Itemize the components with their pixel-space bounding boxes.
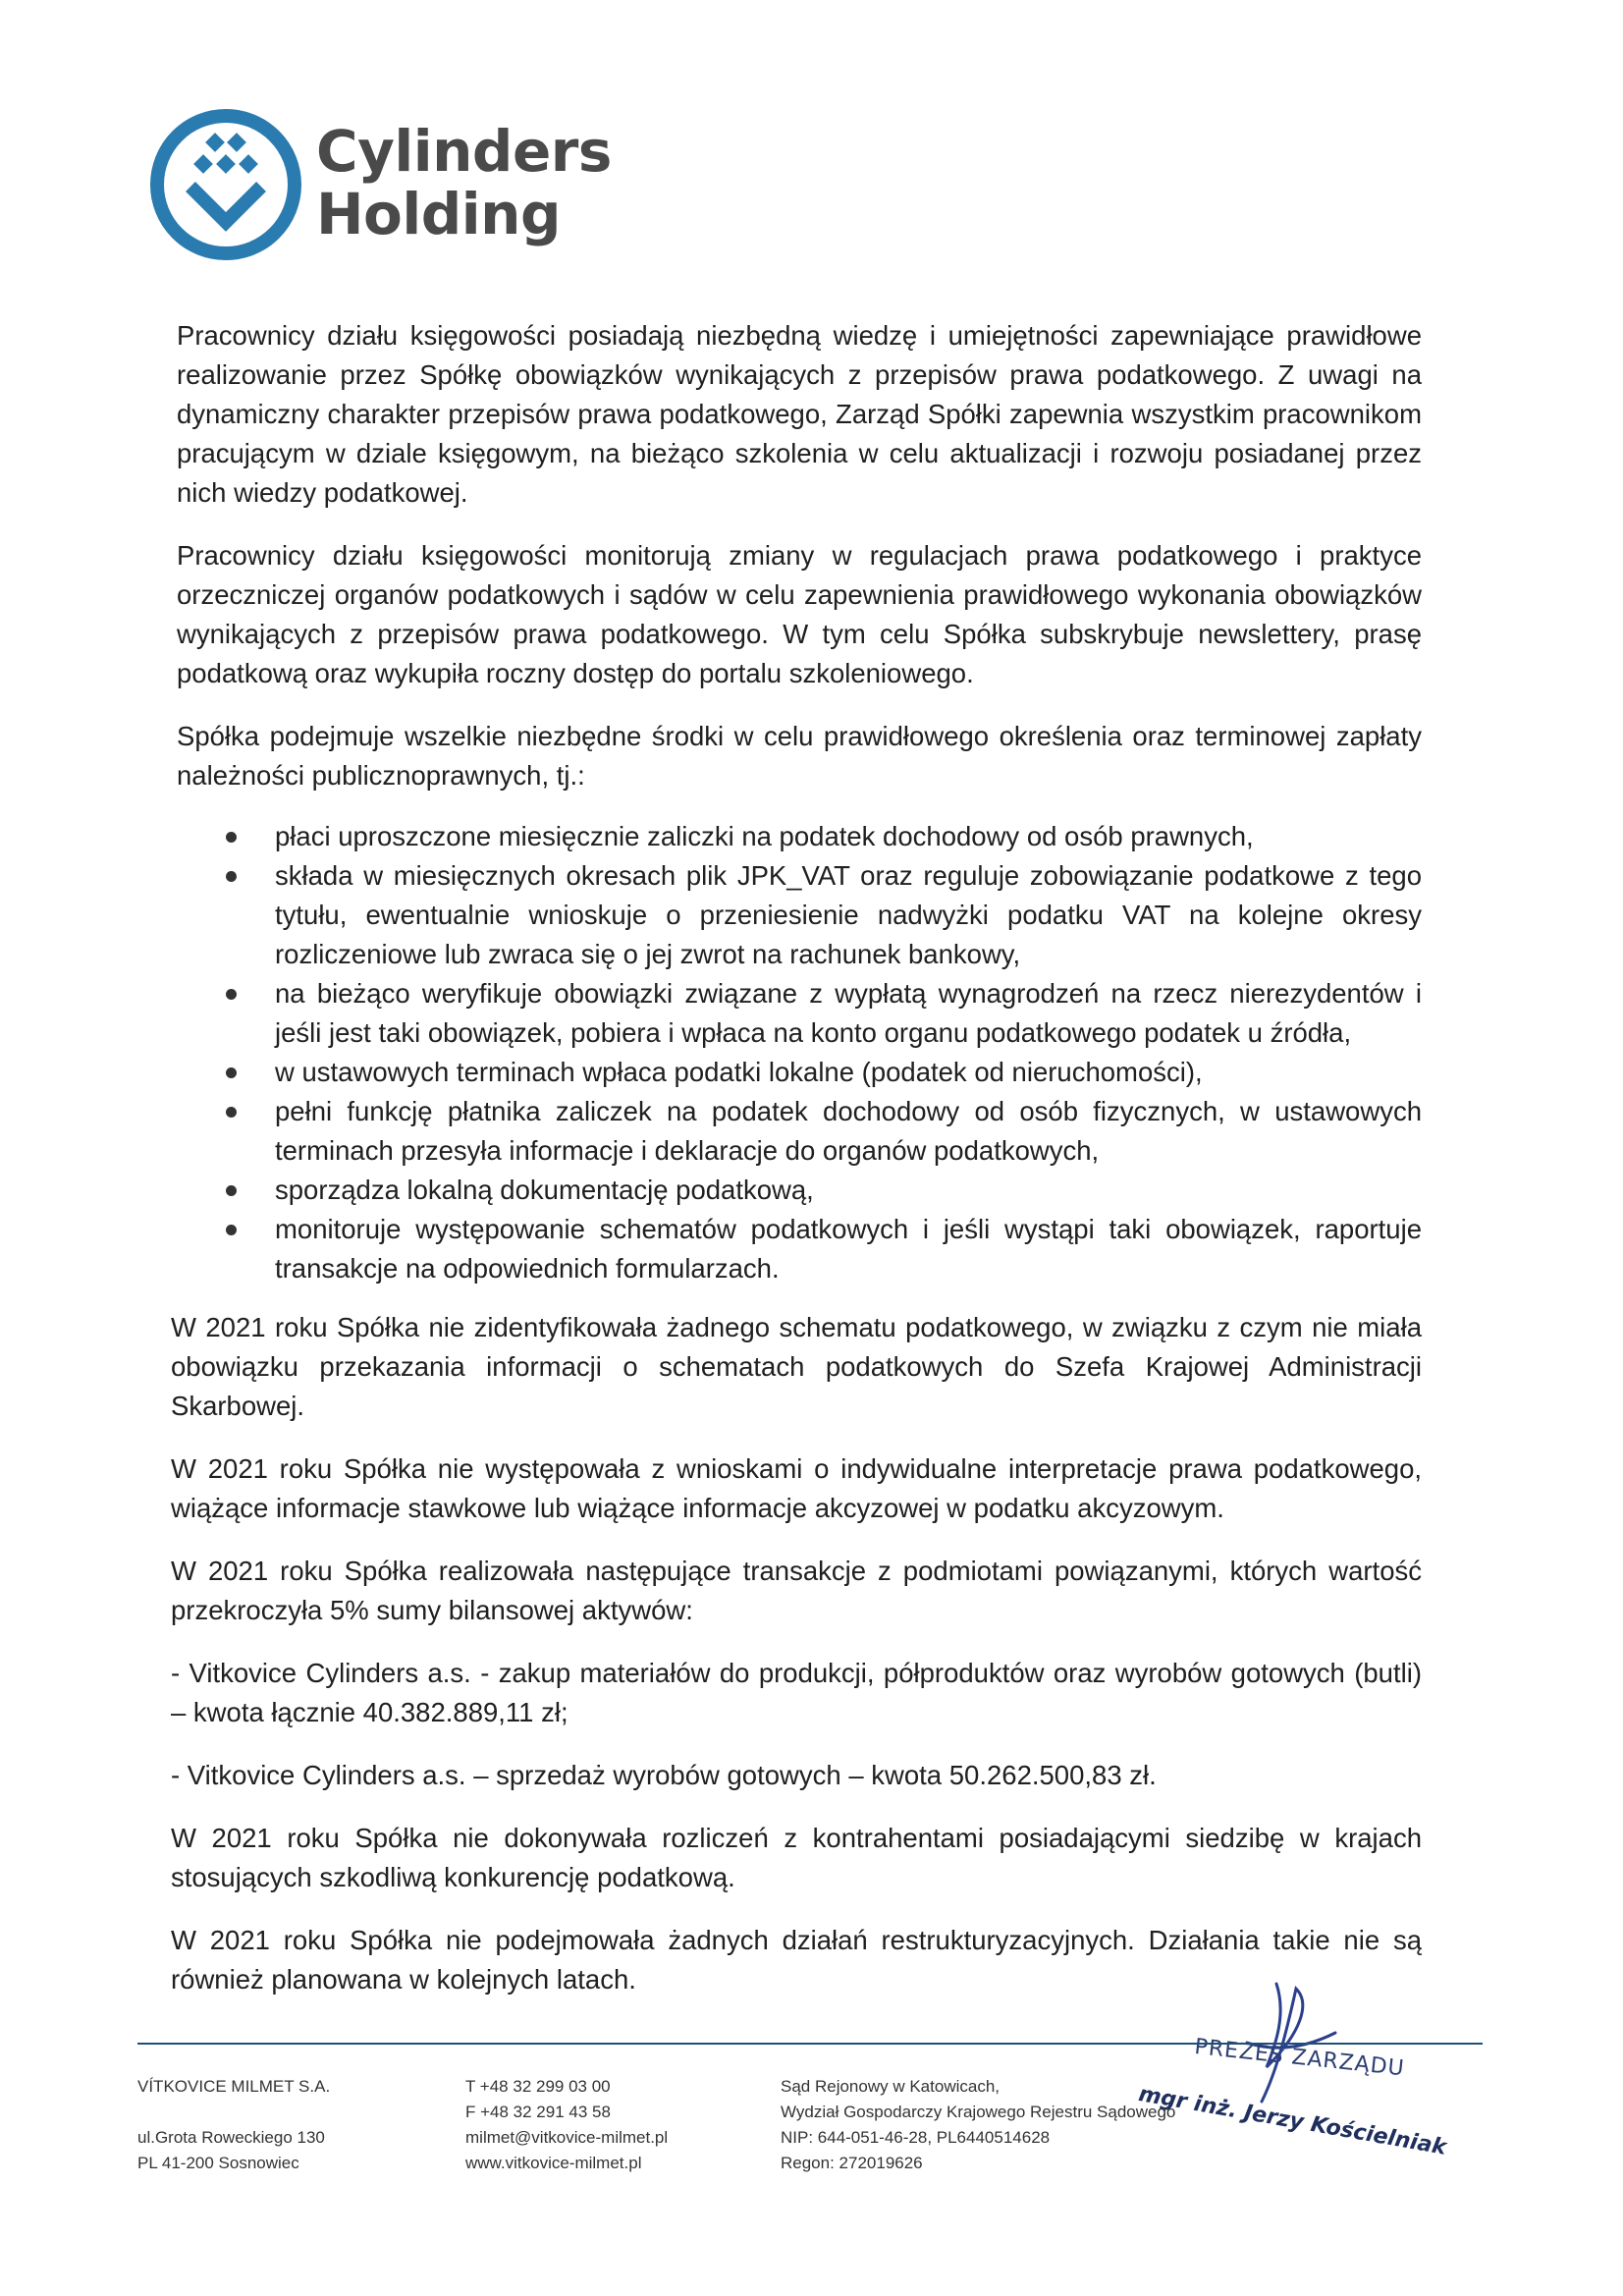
- paragraph-monitoring: Pracownicy działu księgowości monitorują zmiany w regulacjach prawa podatkowego i praktyce orzeczniczej organów podatkowych i sądów w celu zapewnienia prawidłowego wykonania obowiązków wynikających z przepisów prawa podatkowego. W tym celu Spółka subskrybuje newslettery, prasę podatkową oraz wykupiła roczny dostęp do portalu szkoleniowego.: [177, 540, 1422, 688]
- footer-regon: Regon: 272019626: [781, 2154, 923, 2172]
- stamp-title: PREZES ZARZĄDU: [1193, 2035, 1406, 2082]
- paragraph-accounting-knowledge: Pracownicy działu księgowości posiadają niezbędną wiedzę i umiejętności zapewniające prawidłowe realizowanie przez Spółkę obowiązków wynikających z przepisów prawa podatkowego. Z uwagi na dynamiczny charakter przepisów prawa podatkowego, Zarząd Spółki zapewnia wszystkim pracownikom pracującym w dziale księgowym, na bieżąco szkolenia w celu aktualizacji i rozwoju posiadanej przez nich wiedzy podatkowej.: [177, 320, 1422, 508]
- footer-address-city: PL 41-200 Sosnowiec: [137, 2154, 299, 2172]
- signature-stamp: [1129, 1974, 1453, 2160]
- footer-contact-block: [465, 2074, 668, 2176]
- transaction-sale: - Vitkovice Cylinders a.s. – sprzedaż wyrobów gotowych – kwota 50.262.500,83 zł.: [171, 1760, 1157, 1790]
- footer-company-block: [137, 2074, 330, 2176]
- list-item: monitoruje występowanie schematów podatkowych i jeśli wystąpi taki obowiązek, raportuje transakcje na odpowiednich formularzach.: [177, 1210, 1422, 1288]
- paragraph-restructuring: W 2021 roku Spółka nie podejmowała żadnych działań restrukturyzacyjnych. Działania takie nie są również planowana w kolejnych latach.: [171, 1925, 1422, 1995]
- footer-divider: [137, 2043, 1483, 2045]
- footer-court-division: Wydział Gospodarczy Krajowego Rejestru Sądowego: [781, 2103, 1176, 2121]
- paragraph-interpretations: W 2021 roku Spółka nie występowała z wnioskami o indywidualne interpretacje prawa podatkowego, wiążące informacje stawkowe lub wiążące informacje akcyzowej w podatku akcyzowym.: [171, 1453, 1422, 1523]
- list-item: w ustawowych terminach wpłaca podatki lokalne (podatek od nieruchomości),: [177, 1053, 1422, 1092]
- footer-email-link[interactable]: milmet@vitkovice-milmet.pl: [465, 2128, 669, 2147]
- list-item: sporządza lokalną dokumentację podatkową,: [177, 1171, 1422, 1210]
- footer-company-name: VÍTKOVICE MILMET S.A.: [137, 2077, 331, 2096]
- obligations-list: [177, 817, 1422, 1288]
- bullet-icon: [226, 1067, 237, 1078]
- bullet-icon: [226, 1185, 237, 1196]
- list-item: pełni funkcję płatnika zaliczek na podatek dochodowy od osób fizycznych, w ustawowych terminach przesyła informacje i deklaracje do organów podatkowych,: [177, 1092, 1422, 1171]
- list-item: na bieżąco weryfikuje obowiązki związane z wypłatą wynagrodzeń na rzecz nierezydentów i jeśli jest taki obowiązek, pobiera i wpłaca na konto organu podatkowego podatek u źródła,: [177, 974, 1422, 1053]
- footer-nip: NIP: 644-051-46-28, PL6440514628: [781, 2128, 1051, 2147]
- paragraph-tax-schemes: W 2021 roku Spółka nie zidentyfikowała żadnego schematu podatkowego, w związku z czym nie miała obowiązku przekazania informacji o schematach podatkowych do Szefa Krajowej Administracji Skarbowej.: [171, 1312, 1422, 1421]
- logo-text-line2: Holding: [316, 181, 561, 247]
- paragraph-tax-havens: W 2021 roku Spółka nie dokonywała rozliczeń z kontrahentami posiadającymi siedzibę w krajach stosujących szkodliwą konkurencję podatkową.: [171, 1823, 1422, 1892]
- footer-phone: T +48 32 299 03 00: [465, 2077, 611, 2096]
- footer-registry-block: [781, 2074, 1175, 2176]
- footer-website-link[interactable]: www.vitkovice-milmet.pl: [465, 2154, 642, 2172]
- bullet-icon: [226, 989, 237, 1000]
- cylinders-holding-logo-icon: [147, 106, 304, 263]
- bullet-icon: [226, 871, 237, 882]
- transaction-purchase: - Vitkovice Cylinders a.s. - zakup materiałów do produkcji, półproduktów oraz wyrobów gotowych (butli) – kwota łącznie 40.382.889,11 zł;: [171, 1658, 1422, 1727]
- company-logo: [147, 106, 619, 263]
- stamp-name: mgr inż. Jerzy Kościelniak: [1136, 2082, 1448, 2160]
- list-item: płaci uproszczone miesięcznie zaliczki na podatek dochodowy od osób prawnych,: [177, 817, 1422, 856]
- paragraph-measures: Spółka podejmuje wszelkie niezbędne środki w celu prawidłowego określenia oraz terminowej zapłaty należności publicznoprawnych, tj.:: [177, 721, 1422, 791]
- letter-body: [171, 316, 1422, 2023]
- paragraph-related-transactions: W 2021 roku Spółka realizowała następujące transakcje z podmiotami powiązanymi, których wartość przekroczyła 5% sumy bilansowej aktywów:: [171, 1556, 1422, 1625]
- footer-address-street: ul.Grota Roweckiego 130: [137, 2128, 325, 2147]
- list-item: składa w miesięcznych okresach plik JPK_VAT oraz reguluje zobowiązanie podatkowe z tego tytułu, ewentualnie wnioskuje o przeniesienie nadwyżki podatku VAT na kolejne okresy rozliczeniowe lub zwraca się o jej zwrot na rachunek bankowy,: [177, 856, 1422, 974]
- bullet-icon: [226, 1225, 237, 1235]
- bullet-icon: [226, 832, 237, 843]
- logo-text-line1: Cylinders: [316, 118, 612, 185]
- footer-court: Sąd Rejonowy w Katowicach,: [781, 2077, 1001, 2096]
- footer-fax: F +48 32 291 43 58: [465, 2103, 611, 2121]
- bullet-icon: [226, 1107, 237, 1118]
